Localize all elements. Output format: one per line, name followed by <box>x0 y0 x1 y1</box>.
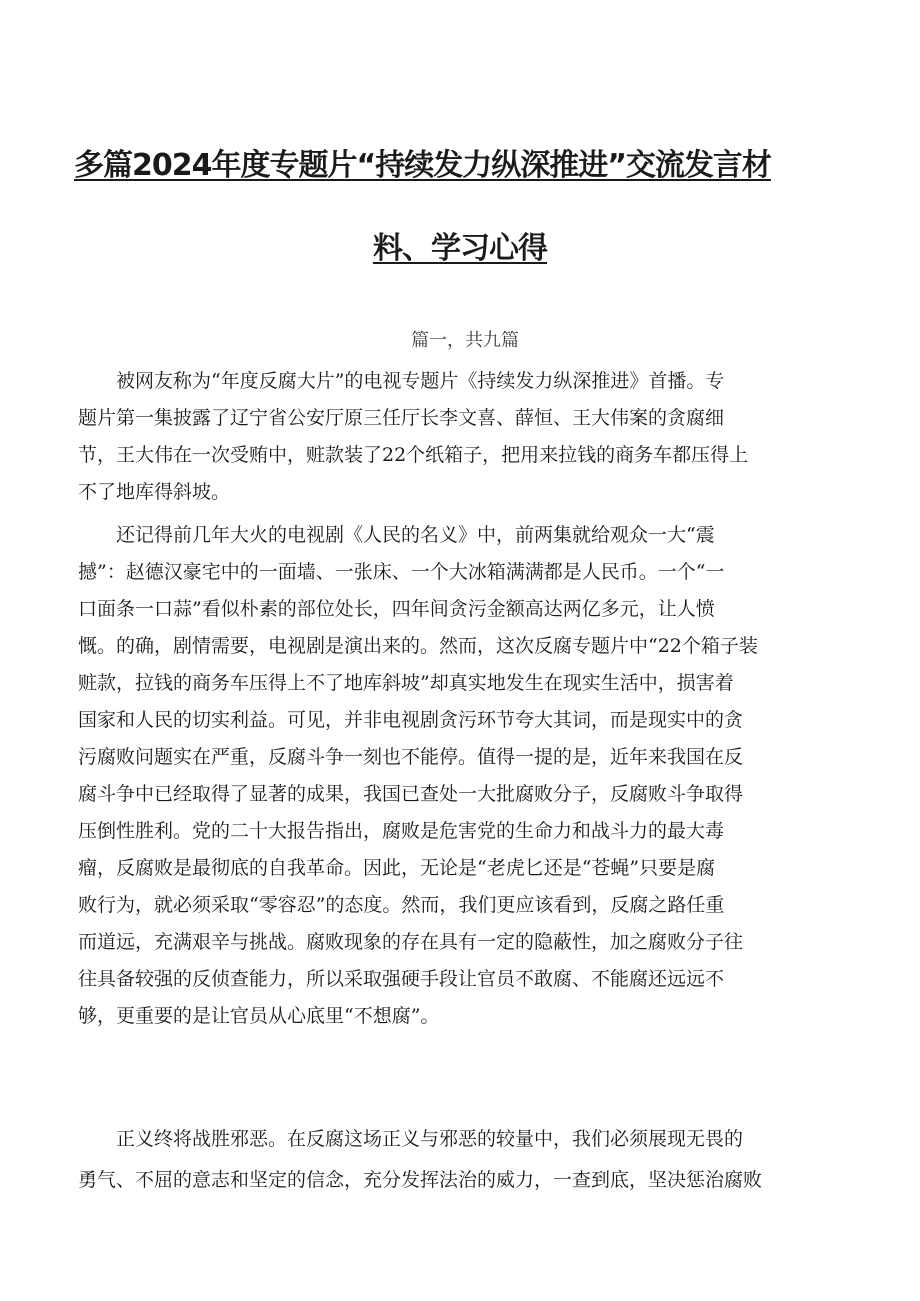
document-title-line-1: 多篇2024年度专题片“持续发力纵深推进”交流发言材 <box>74 148 771 183</box>
paragraph-2 <box>78 517 848 1035</box>
section-subtitle: 篇一，共九篇 <box>411 330 519 351</box>
paragraph-1 <box>78 363 848 511</box>
paragraph-line: 口面条一口蒜”看似朴素的部位处长，四年间贪污金额高达两亿多元，让人愤 <box>78 598 715 620</box>
paragraph-line: 国家和人民的切实利益。可见，并非电视剧贪污环节夸大其词，而是现实中的贪 <box>78 709 744 731</box>
paragraph-line: 勇气、不屈的意志和坚定的信念，充分发挥法治的威力，一查到底，坚决惩治腐败 <box>78 1169 763 1191</box>
paragraph-line: 慨。的确，剧情需要，电视剧是演出来的。然而，这次反腐专题片中“22个箱子装 <box>78 635 758 657</box>
paragraph-line: 而道远，充满艰辛与挑战。腐败现象的存在具有一定的隐蔽性，加之腐败分子往 <box>78 931 744 953</box>
paragraph-line: 题片第一集披露了辽宁省公安厅原三任厅长李文喜、薛恒、王大伟案的贪腐细 <box>78 407 725 429</box>
paragraph-line: 污腐败问题实在严重，反腐斗争一刻也不能停。值得一提的是，近年来我国在反 <box>78 746 744 768</box>
paragraph-line: 正义终将战胜邪恶。在反腐这场正义与邪恶的较量中，我们必须展现无畏的 <box>78 1128 744 1150</box>
paragraph-line: 败行为，就必须采取“零容忍”的态度。然而，我们更应该看到，反腐之路任重 <box>78 894 725 916</box>
paragraph-line: 节，王大伟在一次受贿中，赃款装了22个纸箱子，把用来拉钱的商务车都压得上 <box>78 444 749 466</box>
paragraph-3 <box>78 1119 858 1201</box>
paragraph-line: 不了地库得斜坡。 <box>78 481 231 503</box>
paragraph-line: 赃款，拉钱的商务车压得上不了地库斜坡”却真实地发生在现实生活中，损害着 <box>78 672 734 694</box>
paragraph-line: 撼”：赵德汉豪宅中的一面墙、一张床、一个大冰箱满满都是人民币。一个“一 <box>78 561 725 583</box>
paragraph-line: 还记得前几年大火的电视剧《人民的名义》中，前两集就给观众一大“震 <box>78 524 715 546</box>
paragraph-line: 够，更重要的是让官员从心底里“不想腐”。 <box>78 1005 440 1027</box>
paragraph-line: 往具备较强的反侦查能力，所以采取强硬手段让官员不敢腐、不能腐还远远不 <box>78 968 725 990</box>
paragraph-line: 压倒性胜利。党的二十大报告指出，腐败是危害党的生命力和战斗力的最大毒 <box>78 820 725 842</box>
paragraph-line: 被网友称为“年度反腐大片”的电视专题片《持续发力纵深推进》首播。专 <box>78 370 725 392</box>
paragraph-line: 腐斗争中已经取得了显著的成果，我国已查处一大批腐败分子，反腐败斗争取得 <box>78 783 744 805</box>
paragraph-line: 瘤，反腐败是最彻底的自我革命。因此，无论是“老虎匕还是“苍蝇”只要是腐 <box>78 857 716 879</box>
document-title-line-2: 料、学习心得 <box>373 231 547 266</box>
